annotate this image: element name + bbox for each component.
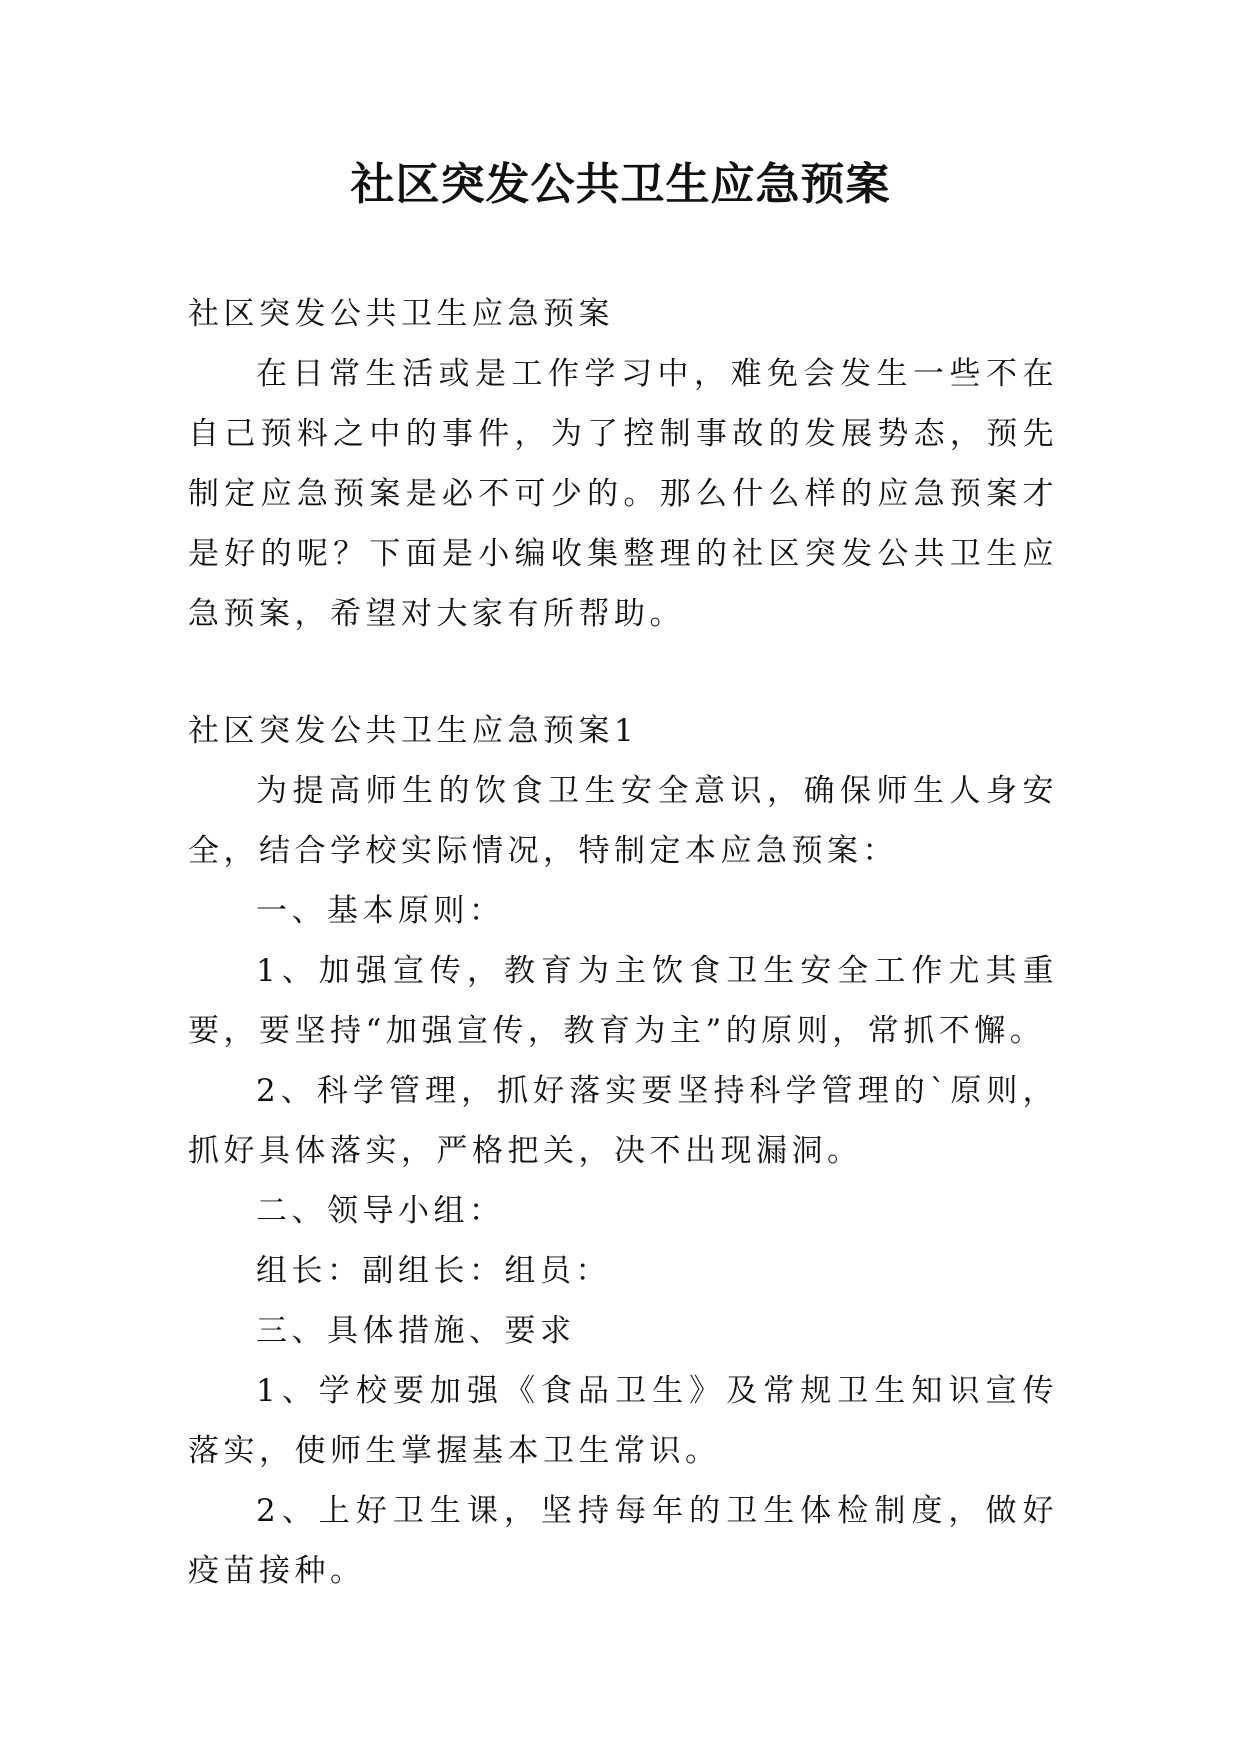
subtitle: 社区突发公共卫生应急预案 [188, 296, 614, 332]
document-title: 社区突发公共卫生应急预案 [350, 159, 891, 210]
paragraph: 2、上好卫生课，坚持每年的卫生体检制度，做好疫苗接种。 [188, 1493, 1058, 1589]
spacer [188, 644, 1058, 701]
paragraph: 1、学校要加强《食品卫生》及常规卫生知识宣传落实，使师生掌握基本卫生常识。 [188, 1373, 1058, 1469]
paragraph: 为提高师生的饮食卫生安全意识，确保师生人身安全，结合学校实际情况，特制定本应急预案： [188, 773, 1058, 869]
document-body [188, 284, 1058, 1601]
paragraph: 三、具体措施、要求 [256, 1313, 576, 1349]
paragraph: 二、领导小组： [256, 1193, 505, 1229]
intro-paragraph: 在日常生活或是工作学习中，难免会发生一些不在自己预料之中的事件，为了控制事故的发展势态，预先制定应急预案是必不可少的。那么什么样的应急预案才是好的呢？下面是小编收集整理的社区突发公共卫生应急预案，希望对大家有所帮助。 [188, 356, 1058, 632]
section-heading: 社区突发公共卫生应急预案1 [188, 713, 639, 749]
paragraph: 组长：副组长：组员： [256, 1253, 611, 1289]
paragraph: 一、基本原则： [256, 893, 505, 929]
paragraph: 2、科学管理，抓好落实要坚持科学管理的`原则，抓好具体落实，严格把关，决不出现漏洞。 [188, 1073, 1058, 1169]
paragraph: 1、加强宣传，教育为主饮食卫生安全工作尤其重要，要坚持“加强宣传，教育为主”的原则，常抓不懈。 [188, 953, 1058, 1049]
